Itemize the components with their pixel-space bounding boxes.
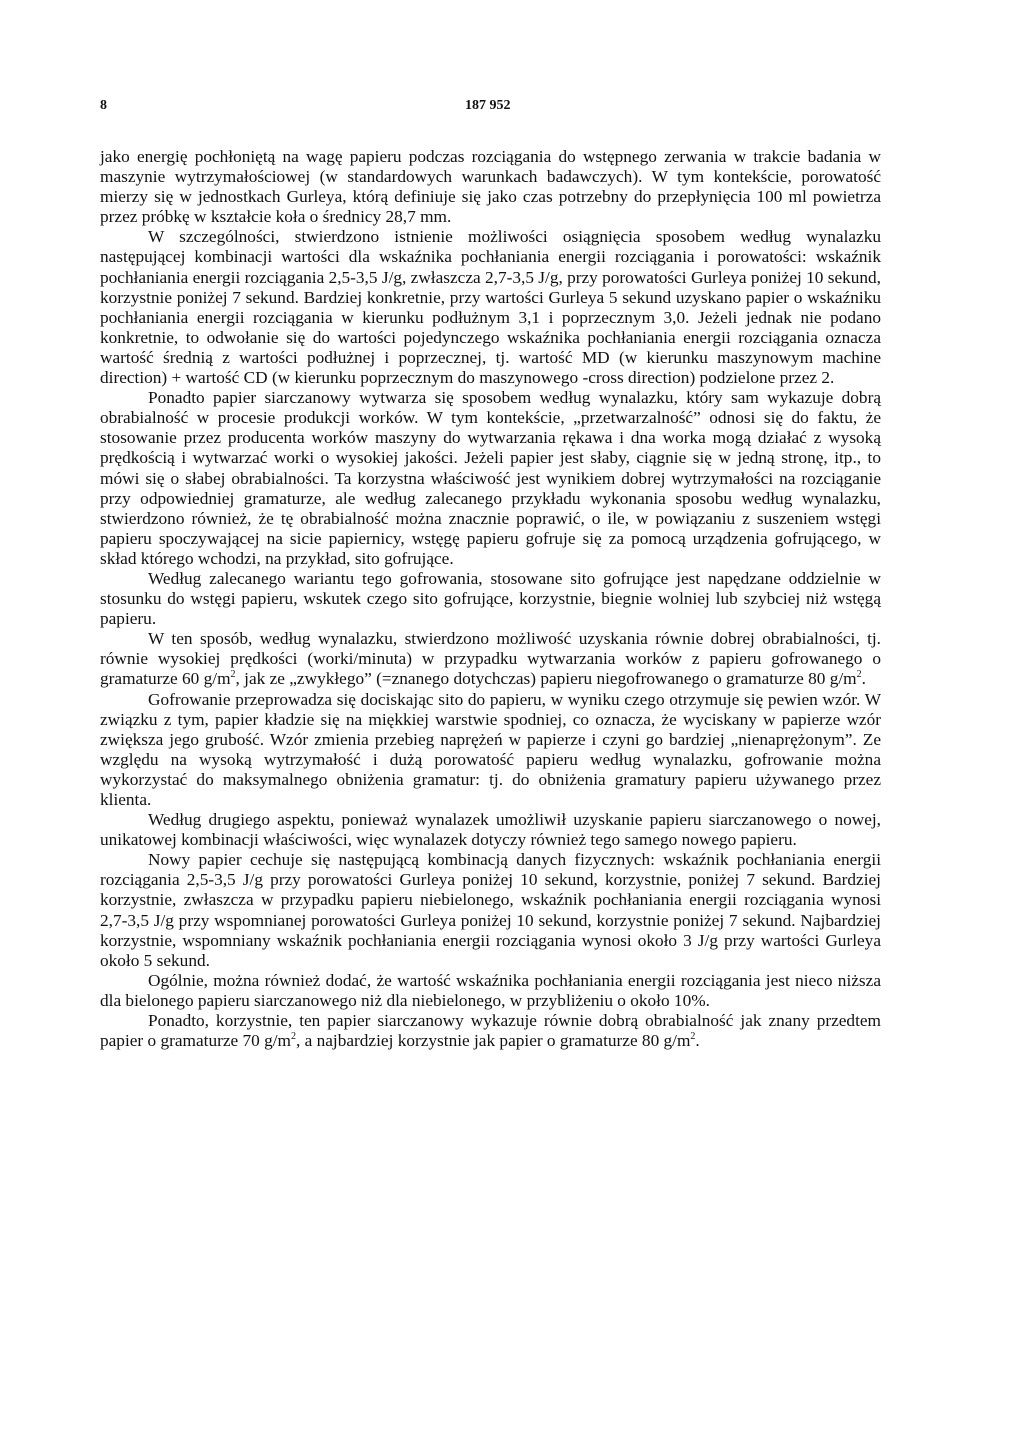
- text-run: .: [861, 669, 866, 689]
- text-run: Nowy papier cechuje się następującą kombinacją danych fizycznych: wskaźnik pochłaniania energii rozciągania 2,5-3,5 J/g przy porowatości Gurleya poniżej 10 sekund, korzystnie, poniżej 7 sekund. Bardziej korzystnie, zwłaszcza w przypadku papieru niebielonego, wskaźnik pochłaniania energii rozciągania wynosi 2,7-3,5 J/g przy wspomnianej porowatości Gurleya poniżej 10 sekund, korzystnie poniżej 7 sekund. Najbardziej korzystnie, wspomniany wskaźnik pochłaniania energii rozciągania wynosi około 3 J/g przy wartości Gurleya około 5 sekund.: [100, 850, 881, 970]
- text-run: Ponadto, korzystnie, ten papier siarczanowy wykazuje równie dobrą obrabialność jak znany przedtem papier o gramaturze 70 g/m: [100, 1011, 881, 1051]
- superscript: 2: [230, 669, 236, 681]
- page-number: 8: [100, 98, 107, 113]
- paragraph: [100, 569, 881, 629]
- text-run: , jak ze „zwykłego” (=znanego dotychczas) papieru niegofrowanego o gramaturze 80 g/m: [235, 669, 857, 689]
- text-run: Ponadto papier siarczanowy wytwarza się sposobem według wynalazku, który sam wykazuje dobrą obrabialność w procesie produkcji worków. W tym kontekście, „przetwarzalność” odnosi się do faktu, że stosowanie przez producenta worków maszyny do wytwarzania rękawa i dna worka mogą działać z wysoką prędkością i wytwarzać worki o wysokiej jakości. Jeżeli papier jest słaby, ciągnie się w jedną stronę, itp., to mówi się o słabej obrabialności. Ta korzystna właściwość jest wynikiem dobrej wytrzymałości na rozciąganie przy odpowiedniej gramaturze, ale według zalecanego przykładu wykonania sposobu według wynalazku, stwierdzono również, że tę obrabialność można znacznie poprawić, o ile, w powiązaniu z suszeniem wstęgi papieru spoczywającej na sicie papiernicy, wstęgę papieru gofruje się za pomocą urządzenia gofrującego, w skład którego wchodzi, na przykład, sito gofrujące.: [100, 388, 881, 568]
- document-body: [100, 147, 881, 1051]
- text-run: Gofrowanie przeprowadza się dociskając sito do papieru, w wyniku czego otrzymuje się pewien wzór. W związku z tym, papier kładzie się na miękkiej warstwie spodniej, co oznacza, że wyciskany w papierze wzór zwiększa jego grubość. Wzór zmienia przebieg naprężeń w papierze i czyni go bardziej „nienaprężonym”. Ze względu na wysoką wytrzymałość i dużą porowatość papieru według wynalazku, gofrowanie można wykorzystać do maksymalnego obniżenia gramatur: tj. do obniżenia gramatury papieru używanego przez klienta.: [100, 689, 881, 809]
- paragraph: [100, 850, 881, 971]
- text-run: Według drugiego aspektu, ponieważ wynalazek umożliwił uzyskanie papieru siarczanowego o nowej, unikatowej kombinacji właściwości, więc wynalazek dotyczy również tego samego nowego papieru.: [100, 810, 881, 850]
- text-run: Według zalecanego wariantu tego gofrowania, stosowane sito gofrujące jest napędzane oddzielnie w stosunku do wstęgi papieru, wskutek czego sito gofrujące, korzystnie, biegnie wolniej lub szybciej niż wstęgą papieru.: [100, 568, 881, 629]
- paragraph: [100, 690, 881, 811]
- text-run: W ten sposób, według wynalazku, stwierdzono możliwość uzyskania równie dobrej obrabialności, tj. równie wysokiej prędkości (worki/minuta) w przypadku wytwarzania worków z papieru gofrowanego o gramaturze 60 g/m: [100, 629, 881, 689]
- patent-number: 187 952: [465, 98, 511, 113]
- paragraph: [100, 227, 881, 388]
- text-run: .: [695, 1031, 700, 1051]
- text-run: jako energię pochłoniętą na wagę papieru podczas rozciągania do wstępnego zerwania w trakcie badania w maszynie wytrzymałościowej (w standardowych warunkach badawczych). W tym kontekście, porowatość mierzy się w jednostkach Gurleya, którą definiuje się jako czas potrzebny do przepłynięcia 100 ml powietrza przez próbkę w kształcie koła o średnicy 28,7 mm.: [100, 147, 881, 227]
- superscript: 2: [856, 669, 862, 681]
- paragraph: [100, 971, 881, 1011]
- superscript: 2: [690, 1031, 696, 1043]
- text-run: W szczególności, stwierdzono istnienie możliwości osiągnięcia sposobem według wynalazku następującej kombinacji wartości dla wskaźnika pochłaniania energii rozciągania i porowatości: wskaźnik pochłaniania energii rozciągania 2,5-3,5 J/g, zwłaszcza 2,7-3,5 J/g, przy porowatości Gurleya poniżej 10 sekund, korzystnie poniżej 7 sekund. Bardziej konkretnie, przy wartości Gurleya 5 sekund uzyskano papier o wskaźniku pochłaniania energii rozciągania w kierunku podłużnym 3,1 i poprzecznym 3,0. Jeżeli jednak nie podano konkretnie, to odwołanie się do wartości pojedynczego wskaźnika pochłaniania energii rozciągania oznacza wartość średnią z wartości podłużnej i poprzecznej, tj. wartość MD (w kierunku maszynowym machine direction) + wartość CD (w kierunku poprzecznym do maszynowego -cross direction) podzielone przez 2.: [100, 227, 881, 388]
- paragraph: [100, 1011, 881, 1051]
- page-header: [100, 98, 885, 118]
- text-run: , a najbardziej korzystnie jak papier o gramaturze 80 g/m: [295, 1031, 691, 1051]
- paragraph: [100, 629, 881, 689]
- paragraph: [100, 147, 881, 227]
- superscript: 2: [290, 1031, 296, 1043]
- paragraph: [100, 388, 881, 569]
- paragraph: [100, 810, 881, 850]
- text-run: Ogólnie, można również dodać, że wartość wskaźnika pochłaniania energii rozciągania jest nieco niższa dla bielonego papieru siarczanowego niż dla niebielonego, w przybliżeniu o około 10%.: [100, 970, 881, 1010]
